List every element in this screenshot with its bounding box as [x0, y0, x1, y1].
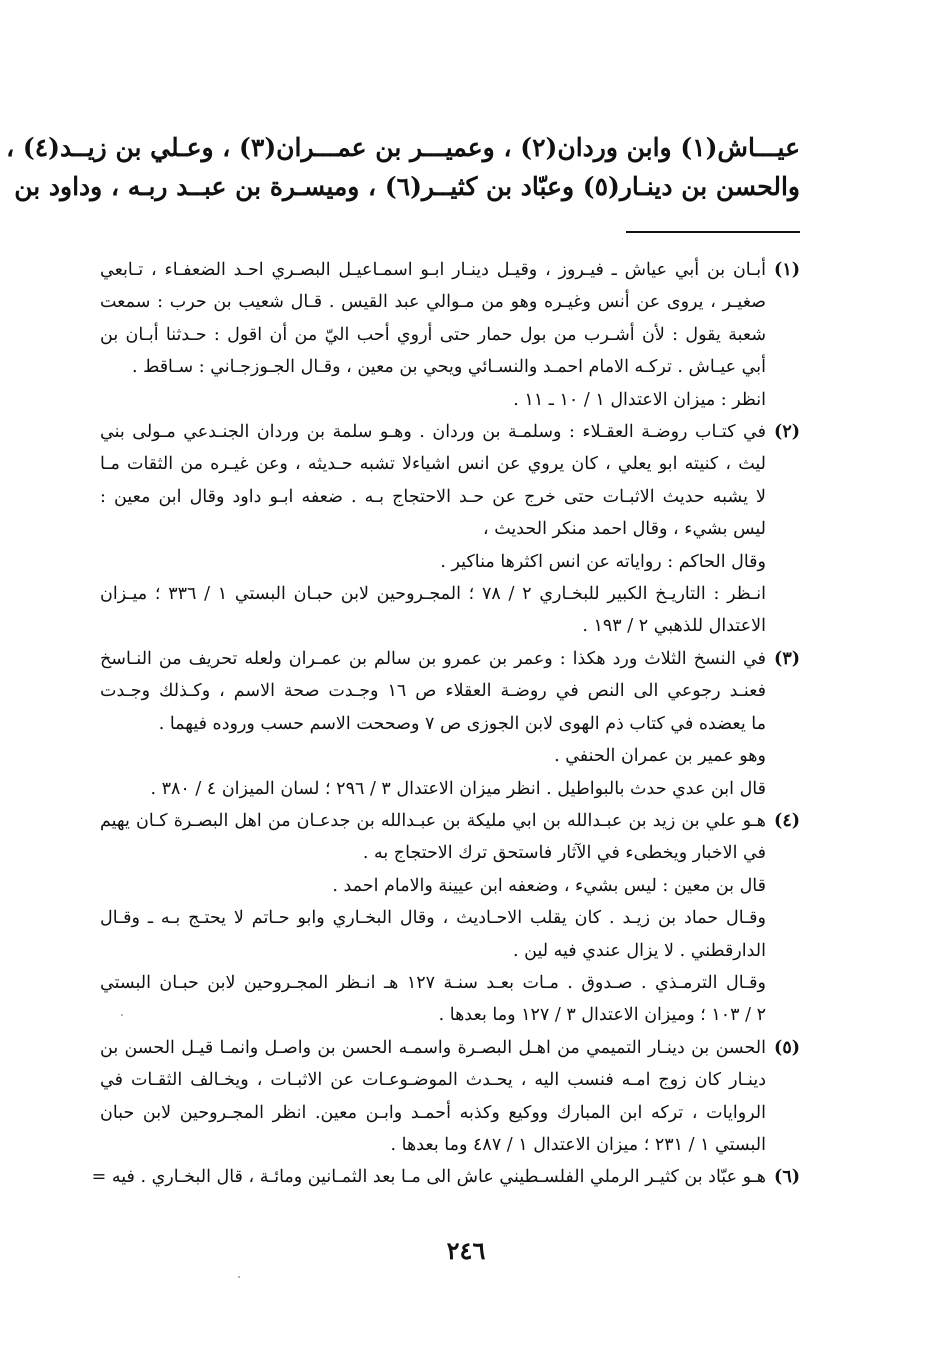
footnote-line: ليث ، كنيته ابو يعلي ، كان يروي عن انس اشياءلا تشبه حـديثه ، وعن غيـره من الثقات مـا	[100, 454, 766, 475]
footnote-line: أبـان بن أبي عياش ـ فيـروز ، وقيـل دينـار ابـو اسمـاعيـل البصـري احـد الضعفـاء ، تـابعي	[100, 260, 766, 280]
main-text	[6, 128, 800, 206]
footnote-line: في كتـاب روضـة العقـلاء : وسلمـة بن وردان . وهـو سلمة بن وردان الجنـدعي مـولى بني	[100, 422, 766, 443]
footnote-line: أبي عيـاش . تركـه الامام احمـد والنسـائي ويحي بن معين ، وقـال الجـوزجـاني : سـاقط .	[131, 357, 766, 378]
footnotes	[91, 254, 800, 1194]
scan-speck	[238, 1276, 240, 1278]
footnote-6	[91, 1161, 800, 1193]
footnote-line: الدارقطني . لا يزال عندي فيه لين .	[513, 940, 766, 961]
footnote-line: وقـال حماد بن زيـد . كان يقلب الاحـاديث ، وقال البخـاري وابو حـاتم لا يحتـج بـه ـ وقـال	[100, 908, 766, 929]
footnote-number: (٢)	[774, 422, 800, 443]
footnote-line: في النسخ الثلاث ورد هكذا : وعمر بن عمرو بن سالم بن عمـران ولعله تحريف من النـاسخ	[100, 648, 766, 669]
footnote-line: البستي ١ / ٢٣١ ؛ ميزان الاعتدال ١ / ٤٨٧ وما بعدها .	[390, 1134, 766, 1155]
footnote-line: صغيـر ، يروى عن أنس وغيـره وهو من مـوالي عبد القيس . قـال شعيب بن حرب : سمعت	[100, 292, 766, 313]
footnote-line: ليس بشيء ، وقال احمد منكر الحديث ،	[482, 519, 766, 540]
footnote-line: هـو علي بن زيد بن عبـدالله بن ابي مليكة بن عبـدالله بن جدعـان من اهل البصـرة كـان يهيم	[100, 810, 766, 831]
footnote-number: (٣)	[774, 648, 800, 669]
footnote-line: في الاخبار ويخطىء في الآثار فاستحق ترك الاحتجاج به .	[362, 843, 766, 864]
footnote-separator	[626, 231, 800, 233]
footnote-number: (٤)	[774, 810, 800, 831]
footnote-line: دينـار كان زوج امـه فنسب اليه ، يحـدث الموضـوعـات عن الاثبـات ، ويخـالف الثقـات في	[100, 1070, 766, 1091]
footnote-3	[100, 643, 800, 805]
footnote-1	[100, 254, 800, 416]
footnote-line: ٢ / ١٠٣ ؛ وميزان الاعتدال ٣ / ١٢٧ وما بعدها .	[438, 1005, 766, 1026]
footnote-line: انـظر : التاريـخ الكبير للبخـاري ٢ / ٧٨ ؛ المجـروحين لابن حبـان البستي ١ / ٣٣٦ ؛ ميـزان	[100, 584, 766, 605]
main-text-line: والحسن بن دينـار(٥) وعبّاد بن كثيــر(٦) ، وميسـرة بن عبــد ربـه ، وداود بن	[14, 172, 800, 201]
footnote-line: لا يشبه حديث الاثبـات حتى خرج عن حـد الاحتجاج بـه . ضعفه ابـو داود وقال ابن معين :	[100, 486, 766, 507]
footnote-line: شعبة يقول : لأن أشـرب من بول حمار حتى أروي أحب اليّ من أن اقول : حـدثنا أبـان بن	[100, 324, 766, 345]
footnote-2	[100, 416, 800, 643]
footnote-line: وقـال الترمـذي . صـدوق . مـات بعـد سنـة ١٢٧ هـ انـظر المجـروحين لابن حبـان البستي	[100, 972, 766, 993]
footnote-4	[100, 805, 800, 1032]
footnote-line: قال ابن عدي حدث بالبواطيل . انظر ميزان الاعتدال ٣ / ٢٩٦ ؛ لسان الميزان ٤ / ٣٨٠ .	[150, 778, 766, 799]
footnote-line: انظر : ميزان الاعتدال ١ / ١٠ ـ ١١ .	[513, 389, 766, 410]
footnote-line: وقال الحاكم : رواياته عن انس اكثرها مناكير .	[440, 551, 766, 572]
footnote-5	[100, 1032, 800, 1162]
footnote-line: هـو عبّاد بن كثيـر الرملي الفلسـطيني عاش الى مـا بعد الثمـانين ومائـة ، قال البخـاري . فيه =	[91, 1167, 766, 1188]
main-text-line: عيـــاش(١) وابن وردان(٢) ، وعميـــر بن عمـــران(٣) ، وعـلي بن زيــد(٤) ،	[6, 133, 800, 162]
footnote-line: الروايات ، تركه ابن المبارك ووكيع وكذبه أحمـد وابـن معين. انظر المجـروحين لابن حبان	[100, 1102, 766, 1123]
footnote-line: وهو عمير بن عمران الحنفي .	[554, 746, 766, 767]
footnote-line: الحسن بن دينـار التميمي من اهـل البصـرة واسمـه الحسن بن واصـل وانمـا قيـل الحسن بن	[100, 1037, 766, 1058]
footnote-number: (٥)	[774, 1037, 800, 1058]
scan-speck	[121, 1014, 123, 1016]
footnote-line: الاعتدال للذهبي ٢ / ١٩٣ .	[582, 616, 766, 637]
page-number: ٢٤٦	[446, 1236, 486, 1265]
footnote-number: (١)	[774, 260, 800, 280]
footnote-line: فعنـد رجوعي الى النص في روضـة العقلاء ص ١٦ وجـدت صحة الاسم ، وكـذلك وجـدت	[100, 681, 766, 702]
footnote-line: ما يعضده في كتاب ذم الهوى لابن الجوزى ص ٧ وصححت الاسم حسب وروده فيهما .	[158, 713, 766, 734]
footnote-number: (٦)	[774, 1167, 800, 1188]
footnote-line: قال بن معين : ليس بشيء ، وضعفه ابن عيينة والامام احمد .	[332, 875, 766, 896]
